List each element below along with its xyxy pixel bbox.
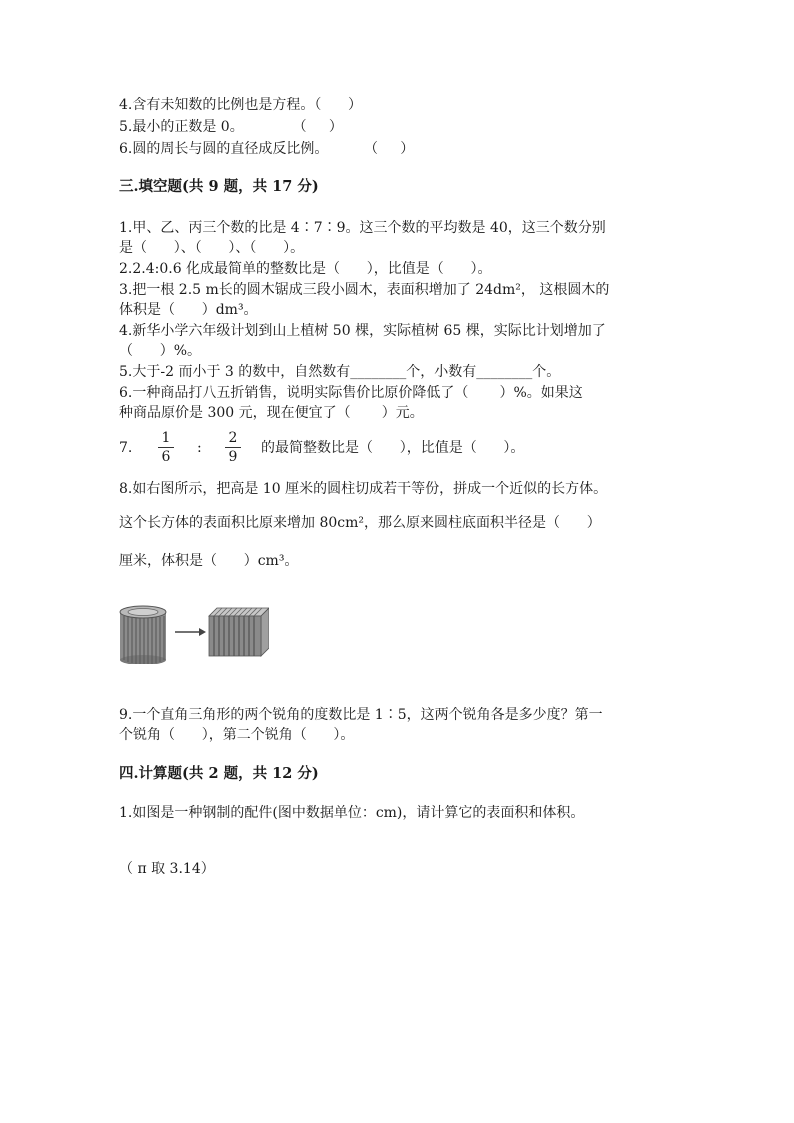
question-2-6: 6.圆的周长与圆的直径成反比例。 （ ）	[119, 141, 415, 157]
cylinder-image	[120, 606, 166, 664]
fraction-bar	[158, 447, 174, 448]
fraction-numerator: 2	[228, 430, 238, 446]
fraction-denominator: 9	[228, 449, 238, 465]
fraction-one-sixth	[158, 430, 174, 465]
fraction-bar	[225, 447, 241, 448]
question-3-2: 2.2.4:0.6 化成最简单的整数比是（ ），比值是（ ）。	[119, 261, 492, 277]
question-3-8-line1: 8.如右图所示，把高是 10 厘米的圆柱切成若干等份，拼成一个近似的长方体。	[119, 481, 608, 497]
question-3-8-line2: 这个长方体的表面积比原来增加 80cm²，那么原来圆柱底面积半径是（ ）	[119, 515, 601, 531]
cylinder-to-cuboid-figure	[119, 604, 269, 668]
question-3-1-line2: 是（ ）、（ ）、（ ）。	[119, 240, 305, 256]
question-4-1: 1.如图是一种钢制的配件(图中数据单位：cm)，请计算它的表面积和体积。	[119, 805, 585, 821]
question-3-6-line2: 种商品原价是 300 元，现在便宜了（ ）元。	[119, 405, 424, 421]
question-3-3-line1: 3.把一根 2.5 m长的圆木锯成三段小圆木，表面积增加了 24dm²， 这根圆木的	[119, 282, 610, 298]
question-3-7-prefix: 7.	[119, 440, 133, 456]
question-3-4-line2: （ ）%。	[119, 343, 202, 359]
question-2-5: 5.最小的正数是 0。 （ ）	[119, 119, 343, 135]
question-3-6-line1: 6.一种商品打八五折销售，说明实际售价比原价降低了（ ）%。如果这	[119, 385, 583, 401]
fraction-numerator: 1	[161, 430, 171, 446]
question-3-8-line3: 厘米，体积是（ ）cm³。	[119, 553, 299, 569]
ratio-colon: :	[197, 440, 202, 456]
fraction-two-ninths	[225, 430, 241, 465]
question-3-7-suffix: 的最简整数比是（ ），比值是（ ）。	[261, 440, 525, 456]
question-3-9-line1: 9.一个直角三角形的两个锐角的度数比是 1∶5，这两个锐角各是多少度？第一	[119, 707, 603, 723]
question-3-4-line1: 4.新华小学六年级计划到山上植树 50 棵，实际植树 65 棵，实际比计划增加了	[119, 323, 606, 339]
section-heading-calculation: 四.计算题(共 2 题，共 12 分)	[119, 765, 319, 782]
question-3-1-line1: 1.甲、乙、丙三个数的比是 4∶7∶9。这三个数的平均数是 40，这三个数分别	[119, 220, 606, 236]
cylinder-cut-diagram	[119, 604, 269, 664]
question-3-9-line2: 个锐角（ ），第二个锐角（ ）。	[119, 727, 355, 743]
arrow-icon	[175, 628, 206, 636]
fraction-denominator: 6	[161, 449, 171, 465]
cuboid-image	[209, 608, 269, 656]
question-2-4: 4.含有未知数的比例也是方程。（ ）	[119, 97, 363, 113]
question-3-3-line2: 体积是（ ）dm³。	[119, 302, 258, 318]
pi-note: （ π 取 3.14）	[119, 861, 215, 877]
section-heading-fill-blank: 三.填空题(共 9 题，共 17 分)	[119, 178, 319, 195]
question-3-5: 5.大于-2 而小于 3 的数中，自然数有________个，小数有________个。	[119, 364, 561, 380]
